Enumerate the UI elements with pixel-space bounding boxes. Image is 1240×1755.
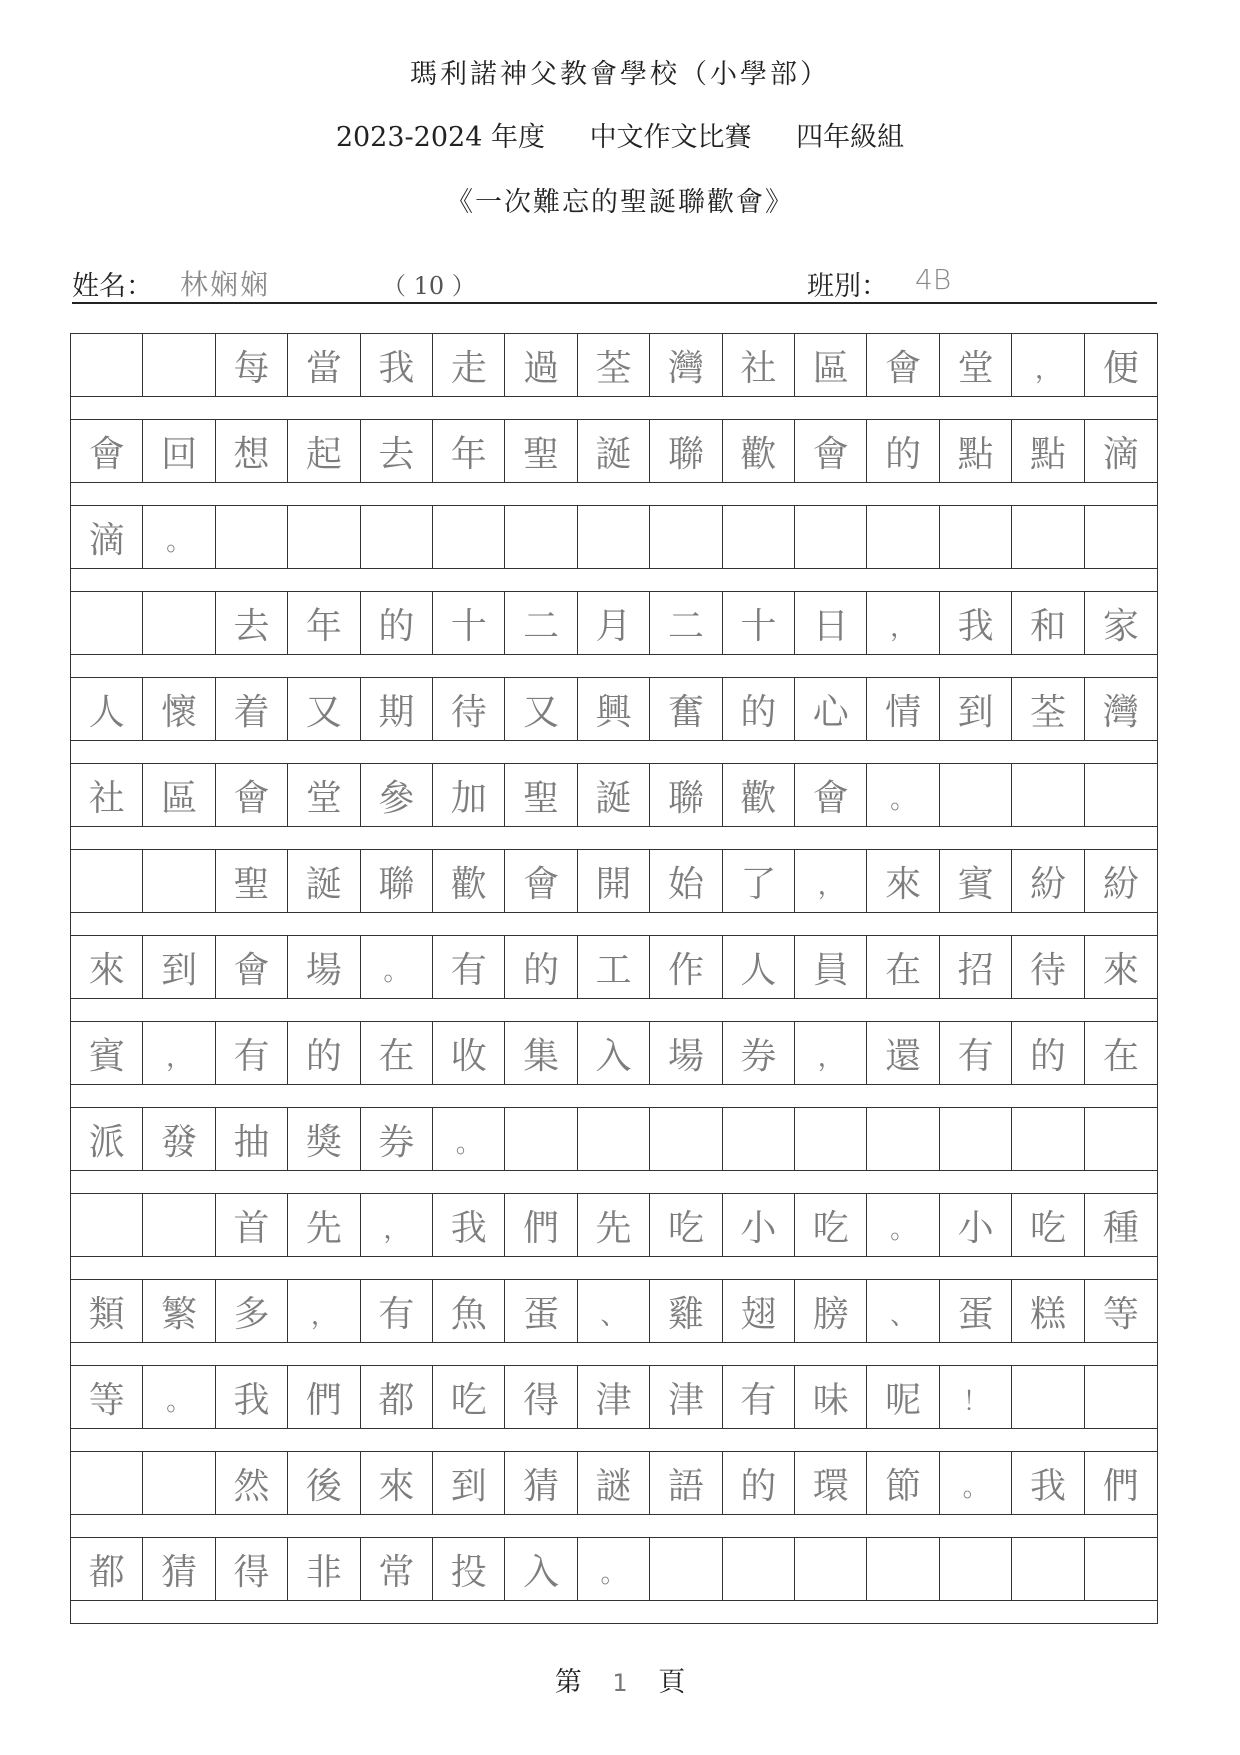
grid-row (70, 1452, 1158, 1515)
grid-cell (795, 1108, 867, 1170)
grid-cell: 首 (216, 1194, 288, 1256)
grid-cell: 開 (578, 850, 650, 912)
grid-cell: 。 (940, 1452, 1012, 1514)
grid-cell: 我 (1012, 1452, 1084, 1514)
grid-cell: 的 (723, 1452, 795, 1514)
grid-cell: 聯 (650, 420, 722, 482)
grid-cell: 會 (795, 764, 867, 826)
grid-cell (433, 506, 505, 568)
grid-cell: 灣 (650, 334, 722, 396)
grid-row (70, 420, 1158, 483)
grid-cell: 區 (795, 334, 867, 396)
grid-row (70, 1538, 1158, 1601)
grid-cell: 心 (795, 678, 867, 740)
grid-cell: 券 (723, 1022, 795, 1084)
grid-cell (216, 506, 288, 568)
grid-cell: 吃 (433, 1366, 505, 1428)
grid-cell: 吃 (650, 1194, 722, 1256)
grid-cell: 有 (940, 1022, 1012, 1084)
grid-cell: 都 (71, 1538, 143, 1600)
grid-cell: 始 (650, 850, 722, 912)
grid-cell: 。 (578, 1538, 650, 1600)
grid-cell (578, 1108, 650, 1170)
grid-cell: 等 (1102, 1293, 1139, 1335)
grid-cell: 有 (723, 1366, 795, 1428)
grid-cell: 待 (433, 678, 505, 740)
competition-name: 中文作文比賽 (589, 122, 752, 153)
grid-cell: 津 (650, 1366, 722, 1428)
grid-cell: 語 (650, 1452, 722, 1514)
grid-cell: 類 (71, 1280, 143, 1342)
grid-cell: 後 (288, 1452, 360, 1514)
grid-cell: 猜 (143, 1538, 215, 1600)
grid-row (70, 850, 1158, 913)
grid-cell (143, 850, 215, 912)
grid-cell (1085, 506, 1157, 568)
grid-cell: 情 (867, 678, 939, 740)
grid-cell: 又 (505, 678, 577, 740)
grid-cell: 歡 (723, 764, 795, 826)
grid-row (70, 333, 1158, 397)
grid-cell: 。 (433, 1108, 505, 1170)
grid-row (70, 936, 1158, 999)
grid-cell: 繁 (143, 1280, 215, 1342)
grid-cell: 膀 (795, 1280, 867, 1342)
grid-cell: 入 (578, 1022, 650, 1084)
grid-cell (1085, 1538, 1157, 1600)
page-number: 1 (612, 1669, 628, 1697)
grid-cell (940, 1108, 1012, 1170)
grid-cell: 聖 (505, 420, 577, 482)
grid-row (70, 1280, 1158, 1343)
grid-cell (361, 506, 433, 568)
grid-cell: 人 (723, 936, 795, 998)
grid-cell: 會 (216, 764, 288, 826)
class-value: 4B (915, 263, 952, 296)
grid-cell: 種 (1102, 1207, 1139, 1249)
grid-cell (143, 592, 215, 654)
grid-cell (505, 1108, 577, 1170)
page-footer (0, 1660, 1240, 1699)
grid-cell: 過 (505, 334, 577, 396)
grid-cell: 來 (1102, 949, 1139, 991)
grid-cell: 又 (288, 678, 360, 740)
grid-row-gap (70, 397, 1158, 420)
grid-cell: 當 (288, 334, 360, 396)
grid-cell: 津 (578, 1366, 650, 1428)
grid-cell: 還 (867, 1022, 939, 1084)
grid-cell: 日 (795, 592, 867, 654)
grid-cell (1012, 1366, 1084, 1428)
grid-cell (940, 1538, 1012, 1600)
grid-cell (650, 1108, 722, 1170)
grid-cell: 先 (288, 1194, 360, 1256)
grid-cell: 的 (361, 592, 433, 654)
grid-cell (940, 506, 1012, 568)
grid-cell: 月 (578, 592, 650, 654)
grid-cell: 多 (216, 1280, 288, 1342)
grid-cell: 十 (433, 592, 505, 654)
grid-cell: 、 (578, 1280, 650, 1342)
grid-cell (1085, 1108, 1157, 1170)
grid-cell: 環 (795, 1452, 867, 1514)
grid-cell: 聖 (505, 764, 577, 826)
grid-cell: 的 (288, 1022, 360, 1084)
grid-cell: 懷 (143, 678, 215, 740)
grid-cell: 入 (505, 1538, 577, 1600)
grid-cell: 到 (940, 678, 1012, 740)
grid-cell: 有 (216, 1022, 288, 1084)
grid-cell: 。 (361, 936, 433, 998)
grid-cell: 的 (867, 420, 939, 482)
grid-cell: 。 (867, 764, 939, 826)
grid-cell (1012, 506, 1084, 568)
grid-cell: 。 (867, 1194, 939, 1256)
grid-row (70, 1194, 1158, 1257)
grid-cell: 去 (361, 420, 433, 482)
grid-cell: 員 (795, 936, 867, 998)
grid-cell: 去 (216, 592, 288, 654)
grid-cell: 作 (650, 936, 722, 998)
grid-cell: 們 (1102, 1465, 1139, 1507)
grid-cell: 都 (361, 1366, 433, 1428)
class-label: 班別： (807, 271, 888, 302)
grid-cell: 獎 (288, 1108, 360, 1170)
grid-row-gap (70, 1515, 1158, 1538)
grid-cell: 、 (867, 1280, 939, 1342)
grid-cell (1085, 764, 1157, 826)
grid-cell: 堂 (940, 334, 1012, 396)
grid-cell: 誕 (578, 420, 650, 482)
grid-cell: 常 (361, 1538, 433, 1600)
grid-cell: 小 (940, 1194, 1012, 1256)
grid-cell: 點 (1012, 420, 1084, 482)
grid-cell: 會 (71, 420, 143, 482)
grid-cell: 場 (650, 1022, 722, 1084)
grid-cell: 點 (940, 420, 1012, 482)
grid-cell: 小 (723, 1194, 795, 1256)
grid-cell: 來 (71, 936, 143, 998)
grade-group: 四年級組 (796, 122, 905, 153)
grid-row-gap (70, 999, 1158, 1022)
grid-cell: 社 (723, 334, 795, 396)
grid-cell: 我 (433, 1194, 505, 1256)
grid-cell: 得 (216, 1538, 288, 1600)
grid-cell: 十 (723, 592, 795, 654)
grid-row-gap (70, 1343, 1158, 1366)
grid-cell: 回 (143, 420, 215, 482)
grid-row-gap (70, 741, 1158, 764)
grid-cell: 非 (288, 1538, 360, 1600)
grid-cell: ！ (940, 1366, 1012, 1428)
grid-cell: 區 (143, 764, 215, 826)
grid-cell: 節 (867, 1452, 939, 1514)
grid-cell (71, 1194, 143, 1256)
grid-cell: 我 (216, 1366, 288, 1428)
grid-row-gap (70, 483, 1158, 506)
grid-cell (1012, 1538, 1084, 1600)
grid-cell: 會 (795, 420, 867, 482)
grid-cell: ， (1012, 334, 1084, 396)
grid-row-gap (70, 1601, 1158, 1624)
grid-cell: 聯 (650, 764, 722, 826)
grid-row (70, 1108, 1158, 1171)
grid-cell: 們 (505, 1194, 577, 1256)
grid-cell: 。 (143, 1366, 215, 1428)
grid-cell: 到 (143, 936, 215, 998)
grid-row (70, 1366, 1158, 1429)
grid-cell (143, 334, 215, 396)
grid-cell: 謎 (578, 1452, 650, 1514)
grid-cell: 吃 (795, 1194, 867, 1256)
grid-cell: 的 (1012, 1022, 1084, 1084)
grid-cell: 然 (216, 1452, 288, 1514)
grid-cell: 蛋 (940, 1280, 1012, 1342)
grid-cell: 賓 (940, 850, 1012, 912)
grid-row-gap (70, 1257, 1158, 1280)
grid-row-gap (70, 827, 1158, 850)
grid-cell: 會 (867, 334, 939, 396)
student-name: 林娴娴 (180, 268, 271, 301)
grid-cell: ， (288, 1280, 360, 1342)
grid-cell: 二 (505, 592, 577, 654)
competition-line (0, 115, 1240, 154)
grid-cell: ， (867, 592, 939, 654)
grid-cell (71, 334, 143, 396)
grid-cell: 們 (288, 1366, 360, 1428)
grid-cell: 歡 (723, 420, 795, 482)
page-prefix: 第 (554, 1667, 582, 1698)
grid-cell (723, 1538, 795, 1600)
grid-cell: 起 (288, 420, 360, 482)
grid-cell (143, 1452, 215, 1514)
grid-cell: 賓 (71, 1022, 143, 1084)
grid-row (70, 1022, 1158, 1085)
grid-cell: 荃 (1012, 678, 1084, 740)
grid-cell: 社 (71, 764, 143, 826)
grid-cell: 雞 (650, 1280, 722, 1342)
grid-cell: 參 (361, 764, 433, 826)
grid-cell: 場 (288, 936, 360, 998)
grid-cell: 等 (71, 1366, 143, 1428)
grid-cell (71, 592, 143, 654)
grid-cell: 來 (867, 850, 939, 912)
student-info-row (72, 262, 1157, 304)
grid-row-gap (70, 1085, 1158, 1108)
grid-cell (71, 850, 143, 912)
grid-cell (650, 1538, 722, 1600)
grid-cell: 便 (1102, 347, 1139, 389)
class-number: （ 10 ） (382, 272, 476, 300)
grid-cell: 滴 (71, 506, 143, 568)
grid-cell: ， (361, 1194, 433, 1256)
grid-cell: 了 (723, 850, 795, 912)
grid-cell (71, 1452, 143, 1514)
grid-cell (723, 1108, 795, 1170)
grid-cell: 到 (433, 1452, 505, 1514)
grid-cell: 年 (433, 420, 505, 482)
grid-cell: 發 (143, 1108, 215, 1170)
grid-cell: 在 (1102, 1035, 1139, 1077)
grid-cell: 。 (143, 506, 215, 568)
grid-cell: ， (143, 1022, 215, 1084)
grid-cell (795, 506, 867, 568)
grid-cell: 每 (216, 334, 288, 396)
grid-cell: 我 (361, 334, 433, 396)
grid-row (70, 764, 1158, 827)
grid-cell: 歡 (433, 850, 505, 912)
grid-cell: 派 (71, 1108, 143, 1170)
grid-row-gap (70, 655, 1158, 678)
grid-cell: 年 (288, 592, 360, 654)
grid-cell: 着 (216, 678, 288, 740)
grid-cell (867, 1108, 939, 1170)
grid-cell: 人 (71, 678, 143, 740)
grid-cell: 滴 (1102, 433, 1139, 475)
grid-cell (650, 506, 722, 568)
composition-grid (70, 333, 1158, 1624)
grid-row-gap (70, 1171, 1158, 1194)
grid-cell (1085, 1366, 1157, 1428)
grid-cell: 聖 (216, 850, 288, 912)
grid-cell: 抽 (216, 1108, 288, 1170)
grid-row-gap (70, 569, 1158, 592)
grid-cell: 會 (216, 936, 288, 998)
grid-cell: 堂 (288, 764, 360, 826)
school-name: 瑪利諾神父教會學校（小學部） (410, 59, 830, 90)
grid-cell: 券 (361, 1108, 433, 1170)
grid-row-gap (70, 1429, 1158, 1452)
grid-cell: 先 (578, 1194, 650, 1256)
grid-cell: 紛 (1012, 850, 1084, 912)
grid-cell: 灣 (1102, 691, 1139, 733)
grid-row (70, 678, 1158, 741)
grid-cell: 奮 (650, 678, 722, 740)
grid-cell: 誕 (288, 850, 360, 912)
grid-cell (288, 506, 360, 568)
grid-cell: 誕 (578, 764, 650, 826)
grid-cell: 吃 (1012, 1194, 1084, 1256)
grid-row-gap (70, 913, 1158, 936)
grid-cell: 興 (578, 678, 650, 740)
grid-cell: 招 (940, 936, 1012, 998)
grid-cell: 在 (361, 1022, 433, 1084)
grid-cell: 的 (505, 936, 577, 998)
grid-cell (723, 506, 795, 568)
grid-cell: 有 (433, 936, 505, 998)
grid-cell: 聯 (361, 850, 433, 912)
grid-cell: 紛 (1102, 863, 1139, 905)
grid-cell: 二 (650, 592, 722, 654)
grid-cell: 的 (723, 678, 795, 740)
grid-cell: 糕 (1012, 1280, 1084, 1342)
grid-cell: ， (795, 1022, 867, 1084)
grid-row (70, 506, 1158, 569)
grid-cell: 工 (578, 936, 650, 998)
grid-cell: 來 (361, 1452, 433, 1514)
grid-cell: 得 (505, 1366, 577, 1428)
grid-cell: ， (795, 850, 867, 912)
grid-row (70, 592, 1158, 655)
grid-cell (143, 1194, 215, 1256)
grid-cell: 想 (216, 420, 288, 482)
essay-topic: 《一次難忘的聖誕聯歡會》 (446, 187, 794, 218)
grid-cell: 魚 (433, 1280, 505, 1342)
grid-cell: 蛋 (505, 1280, 577, 1342)
grid-cell: 和 (1012, 592, 1084, 654)
grid-cell (1012, 764, 1084, 826)
page-suffix: 頁 (658, 1667, 686, 1698)
grid-cell: 收 (433, 1022, 505, 1084)
grid-cell (795, 1538, 867, 1600)
grid-cell: 荃 (578, 334, 650, 396)
grid-cell (867, 1538, 939, 1600)
grid-cell: 在 (867, 936, 939, 998)
grid-cell: 我 (940, 592, 1012, 654)
name-label: 姓名： (72, 271, 153, 302)
grid-cell: 加 (433, 764, 505, 826)
grid-cell (505, 506, 577, 568)
grid-cell: 待 (1012, 936, 1084, 998)
grid-cell: 會 (505, 850, 577, 912)
grid-cell: 家 (1102, 605, 1139, 647)
grid-cell (940, 764, 1012, 826)
grid-cell: 呢 (867, 1366, 939, 1428)
grid-cell: 味 (795, 1366, 867, 1428)
grid-cell: 期 (361, 678, 433, 740)
grid-cell (578, 506, 650, 568)
grid-cell: 有 (361, 1280, 433, 1342)
grid-cell: 猜 (505, 1452, 577, 1514)
grid-cell: 投 (433, 1538, 505, 1600)
grid-cell: 走 (433, 334, 505, 396)
grid-cell: 翅 (723, 1280, 795, 1342)
grid-cell (1012, 1108, 1084, 1170)
grid-cell: 集 (505, 1022, 577, 1084)
grid-cell (867, 506, 939, 568)
school-year: 2023-2024 年度 (335, 122, 545, 153)
